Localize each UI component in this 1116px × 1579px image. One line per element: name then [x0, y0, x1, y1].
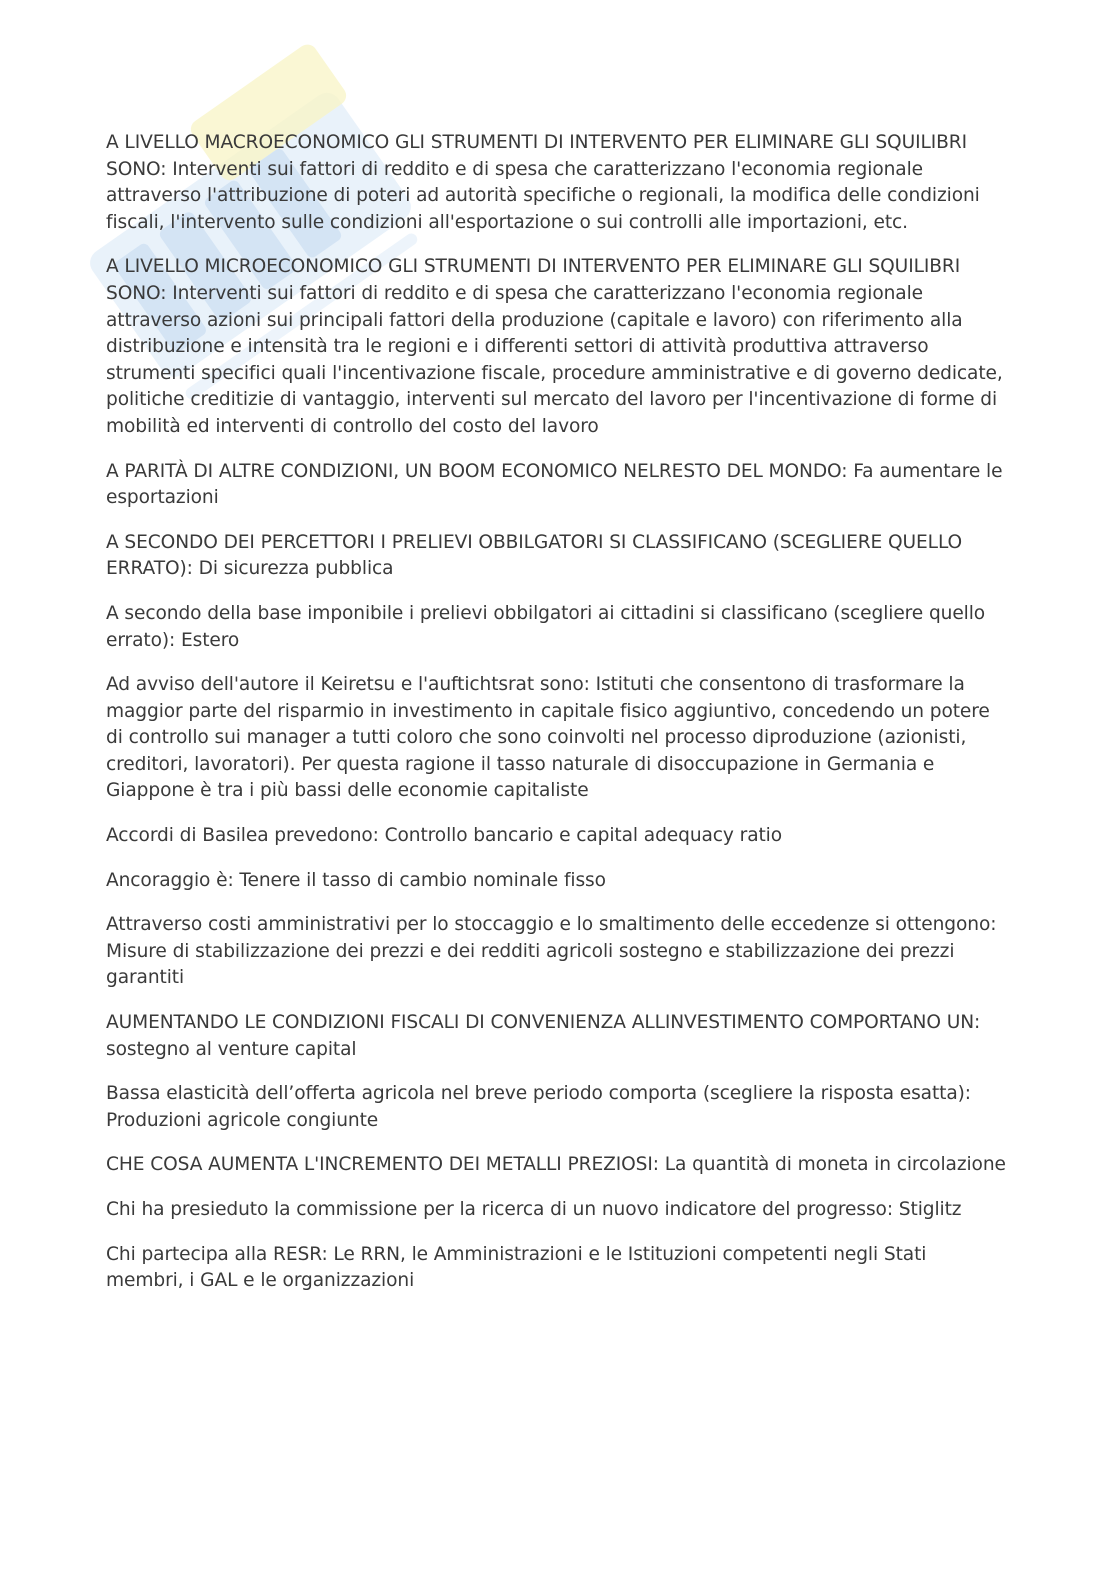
list-item: Bassa elasticità dell’offerta agricola nel breve periodo comporta (scegliere la risposta esatta): Produzioni agricole congiunte: [106, 1083, 971, 1131]
list-item: A PARITÀ DI ALTRE CONDIZIONI, UN BOOM ECONOMICO NELRESTO DEL MONDO: Fa aumentare le esportazioni: [106, 460, 1003, 509]
list-item: A LIVELLO MACROECONOMICO GLI STRUMENTI DI INTERVENTO PER ELIMINARE GLI SQUILIBRI SONO: Interventi sui fattori di reddito e di spesa che caratterizzano l'economia regionale attraverso l'attribuzione di poteri ad autorità specifiche o regionali, la modifica delle condizioni fiscali, l'intervento sulle condizioni all'esportazione o sui controlli alle importazioni, etc.: [106, 132, 980, 233]
list-item: A SECONDO DEI PERCETTORI I PRELIEVI OBBILGATORI SI CLASSIFICANO (SCEGLIERE QUELLO ERRATO): Di sicurezza pubblica: [106, 531, 963, 580]
list-item: Chi partecipa alla RESR: Le RRN, le Amministrazioni e le Istituzioni competenti negli Stati membri, i GAL e le organizzazioni: [106, 1243, 927, 1292]
list-item: Ancoraggio è: Tenere il tasso di cambio nominale fisso: [106, 869, 606, 891]
list-item: Accordi di Basilea prevedono: Controllo bancario e capital adequacy ratio: [106, 825, 783, 847]
list-item: Chi ha presieduto la commissione per la ricerca di un nuovo indicatore del progresso: Stiglitz: [106, 1199, 962, 1220]
list-item: Attraverso costi amministrativi per lo stoccaggio e lo smaltimento delle eccedenze si ottengono: Misure di stabilizzazione dei prezzi e dei redditi agricoli sostegno e stabilizzazione dei prezzi garantiti: [106, 914, 997, 989]
list-item: A secondo della base imponibile i prelievi obbilgatori ai cittadini si classificano (scegliere quello errato): Estero: [106, 602, 986, 651]
list-item: Ad avviso dell'autore il Keiretsu e l'auftichtsrat sono: Istituti che consentono di trasformare la maggior parte del risparmio in investimento in capitale fisico aggiuntivo, concedendo un potere di controllo sui manager a tutti coloro che sono coinvolti nel processo diproduzione (azionisti, creditori, lavoratori). Per questa ragione il tasso naturale di disoccupazione in Germania e Giappone è tra i più bassi delle economie capitaliste: [106, 674, 990, 802]
list-item: A LIVELLO MICROECONOMICO GLI STRUMENTI DI INTERVENTO PER ELIMINARE GLI SQUILIBRI SONO: Interventi sui fattori di reddito e di spesa che caratterizzano l'economia regionale attraverso azioni sui principali fattori della produzione (capitale e lavoro) con riferimento alla distribuzione e intensità tra le regioni e i differenti settori di attività produttiva attraverso strumenti specifici quali l'incentivazione fiscale, procedure amministrative e di governo dedicate, politiche creditizie di vantaggio, interventi sul mercato del lavoro per l'incentivazione di forme di mobilità ed interventi di controllo del costo del lavoro: [106, 256, 1003, 437]
list-item: AUMENTANDO LE CONDIZIONI FISCALI DI CONVENIENZA ALLINVESTIMENTO COMPORTANO UN: sostegno al venture capital: [106, 1012, 981, 1060]
list-item: CHE COSA AUMENTA L'INCREMENTO DEI METALLI PREZIOSI: La quantità di moneta in circolazione: [106, 1154, 1006, 1176]
document-body: [106, 130, 1006, 1313]
